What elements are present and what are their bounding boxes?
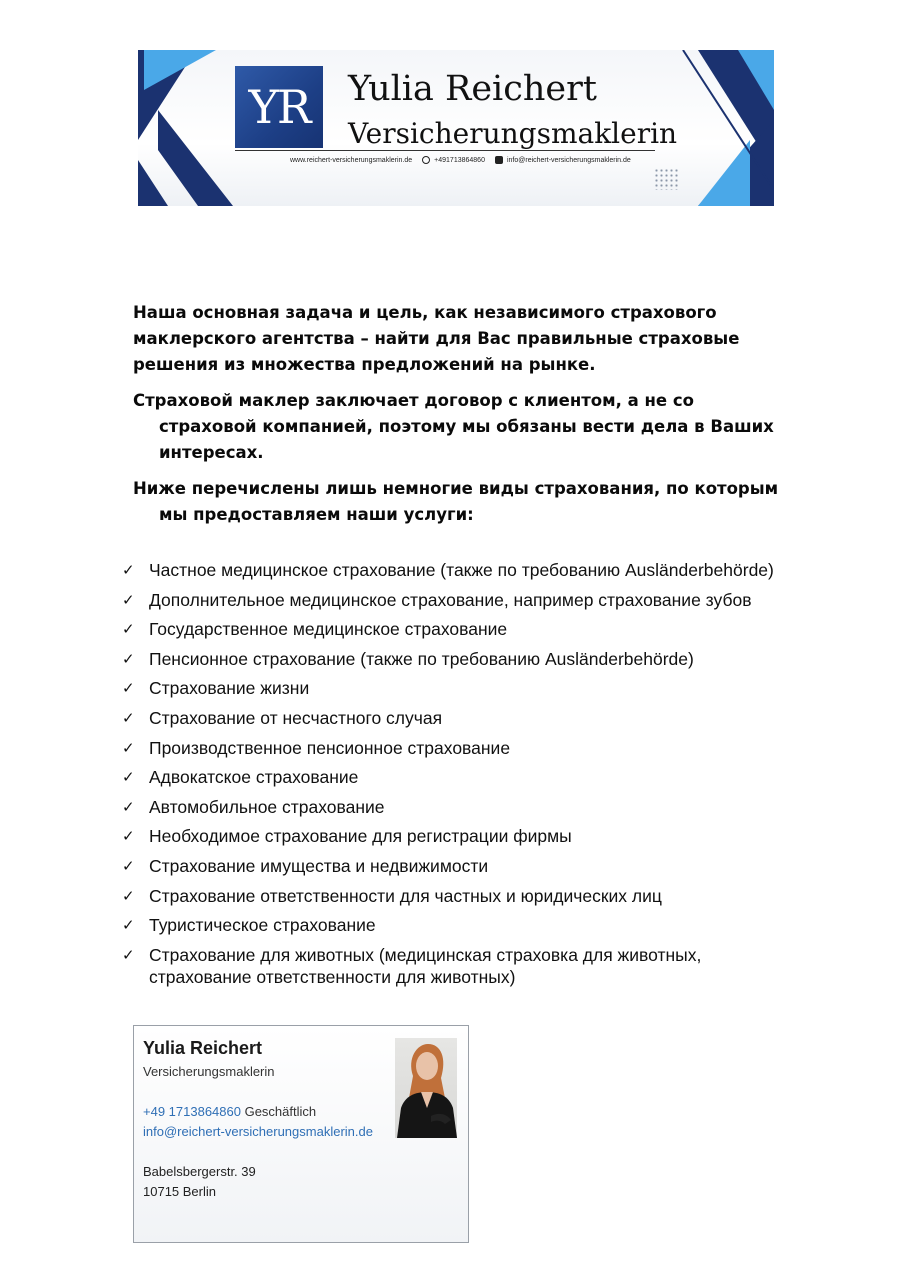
check-icon: ✓ — [122, 827, 135, 846]
card-title: Versicherungsmaklerin — [143, 1064, 275, 1079]
check-icon: ✓ — [122, 916, 135, 935]
check-icon: ✓ — [122, 768, 135, 787]
list-item: ✓ Необходимое страхование для регистрации фирмы — [122, 826, 572, 847]
list-item: ✓ Дополнительное медицинское страхование, например страхование зубов — [122, 589, 752, 610]
business-card — [133, 1025, 469, 1243]
check-icon: ✓ — [122, 856, 135, 875]
banner-website[interactable]: www.reichert-versicherungsmaklerin.de — [290, 156, 413, 164]
card-phone-number[interactable]: +49 1713864860 — [143, 1104, 241, 1119]
banner-email[interactable]: info@reichert-versicherungsmaklerin.de — [506, 156, 631, 164]
list-item: ✓ Страхование имущества и недвижимости — [122, 855, 489, 876]
card-city: 10715 Berlin — [143, 1184, 216, 1199]
intro-section — [133, 300, 783, 538]
email-icon — [495, 156, 503, 164]
check-icon: ✓ — [122, 797, 135, 816]
banner-contact-row — [290, 156, 631, 164]
check-icon: ✓ — [122, 738, 135, 757]
card-email-link[interactable]: info@reichert-versicherungsmaklerin.de — [143, 1124, 373, 1139]
brand-subtitle: Versicherungsmaklerin — [348, 117, 678, 150]
intro-paragraph-1: Наша основная задача и цель, как независимого страхового маклерского агентства – найти для Вас правильные страховые решения из множества предложений на рынке. — [133, 303, 740, 374]
intro-paragraph-3: Ниже перечислены лишь немногие виды страхования, по которым мы предоставляем наши услуги: — [133, 479, 779, 524]
card-name: Yulia Reichert — [143, 1038, 263, 1058]
brand-divider — [235, 150, 655, 151]
list-item: ✓ Туристическое страхование — [122, 915, 376, 936]
check-icon: ✓ — [122, 620, 135, 639]
list-item: ✓ Адвокатское страхование — [122, 767, 359, 788]
list-item: ✓ Пенсионное страхование (также по требованию Ausländerbehörde) — [122, 648, 694, 669]
logo-initials: YR — [248, 80, 310, 134]
banner-phone[interactable]: +491713864860 — [434, 156, 485, 164]
check-icon: ✓ — [122, 945, 135, 964]
avatar — [395, 1038, 457, 1138]
intro-paragraph-2: Страховой маклер заключает договор с клиентом, а не со страховой компанией, поэтому мы обязаны вести дела в Ваших интересах. — [133, 391, 774, 462]
card-street: Babelsbergerstr. 39 — [143, 1164, 256, 1179]
portrait-illustration — [395, 1038, 457, 1138]
list-item: ✓ Частное медицинское страхование (также по требованию Ausländerbehörde) — [122, 560, 774, 580]
services-list — [122, 559, 802, 995]
card-phone — [143, 1104, 316, 1119]
dot-grid-decoration — [654, 168, 680, 190]
brand-name: Yulia Reichert — [348, 69, 597, 109]
list-item: ✓ Автомобильное страхование — [122, 796, 385, 817]
check-icon: ✓ — [122, 886, 135, 905]
check-icon: ✓ — [122, 590, 135, 609]
list-item: ✓ Страхование от несчастного случая — [122, 707, 443, 728]
check-icon: ✓ — [122, 679, 135, 698]
card-phone-label: Geschäftlich — [244, 1104, 317, 1119]
check-icon: ✓ — [122, 649, 135, 668]
list-item: ✓ Страхование для животных (медицинская страховка для животных, страхование ответственности для животных) — [122, 944, 702, 987]
list-item: ✓ Производственное пенсионное страхование — [122, 737, 511, 758]
list-item: ✓ Страхование жизни — [122, 678, 310, 699]
list-item: ✓ Страхование ответственности для частных и юридических лиц — [122, 885, 662, 906]
phone-icon — [422, 156, 430, 164]
logo — [235, 66, 323, 148]
header-banner — [138, 50, 774, 206]
check-icon: ✓ — [122, 708, 135, 727]
check-icon: ✓ — [122, 561, 135, 579]
list-item: ✓ Государственное медицинское страхование — [122, 619, 508, 640]
